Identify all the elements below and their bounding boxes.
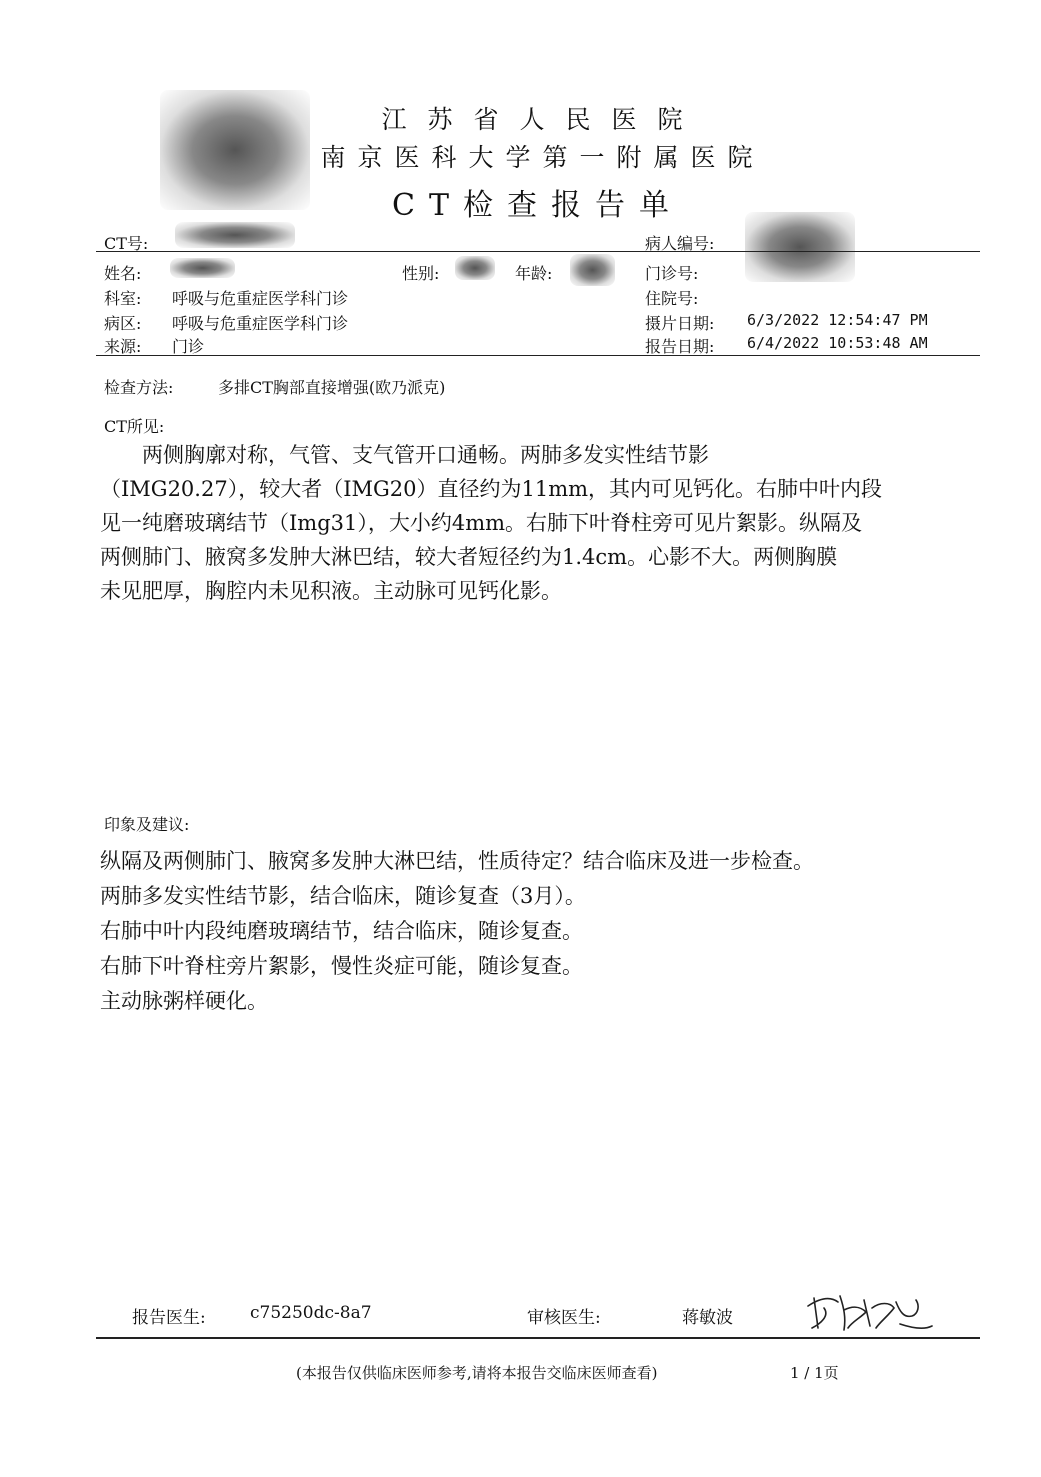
findings-line: 两侧胸廓对称，气管、支气管开口通畅。两肺多发实性结节影 <box>100 443 709 467</box>
findings-label: CT所见: <box>104 417 165 436</box>
source-label: 来源: <box>104 337 142 356</box>
sex-label: 性别: <box>402 264 440 283</box>
reviewing-doctor-label: 审核医生: <box>527 1308 601 1328</box>
age-label: 年龄: <box>515 264 553 283</box>
exam-method-label: 检查方法: <box>104 378 174 397</box>
impression-line: 两肺多发实性结节影，结合临床，随诊复查（3月）。 <box>100 884 586 908</box>
scan-date-value: 6/3/2022 12:54:47 PM <box>747 311 928 329</box>
report-date-value: 6/4/2022 10:53:48 AM <box>747 334 928 352</box>
disclaimer: (本报告仅供临床医师参考,请将本报告交临床医师查看) <box>296 1364 658 1382</box>
impression-text <box>100 844 970 1019</box>
page-number: 1 / 1页 <box>790 1364 839 1382</box>
redaction-ct-no <box>175 222 295 248</box>
redaction-age <box>570 254 615 286</box>
reporting-doctor-label: 报告医生: <box>132 1308 206 1328</box>
findings-line: 未见肥厚，胸腔内未见积液。主动脉可见钙化影。 <box>100 579 562 603</box>
findings-line: （IMG20.27），较大者（IMG20）直径约为11mm，其内可见钙化。右肺中叶内段 <box>100 477 883 501</box>
findings-text <box>100 438 970 608</box>
ward-value: 呼吸与危重症医学科门诊 <box>172 314 349 333</box>
redaction-name <box>170 258 235 278</box>
source-value: 门诊 <box>172 337 205 356</box>
impression-line: 纵隔及两侧肺门、腋窝多发肿大淋巴结，性质待定？结合临床及进一步检查。 <box>100 849 814 873</box>
report-title: CT检查报告单 <box>392 188 683 223</box>
ct-no-label: CT号: <box>104 234 149 253</box>
impression-line: 右肺下叶脊柱旁片絮影，慢性炎症可能，随诊复查。 <box>100 954 583 978</box>
impression-label: 印象及建议: <box>104 815 190 834</box>
reviewing-doctor-value: 蒋敏波 <box>682 1308 733 1328</box>
name-label: 姓名: <box>104 264 142 283</box>
redaction-sex <box>455 256 495 280</box>
reporting-doctor-value: c75250dc-8a7 <box>250 1303 372 1323</box>
outpatient-no-label: 门诊号: <box>645 264 699 283</box>
ward-label: 病区: <box>104 314 142 333</box>
findings-line: 两侧肺门、腋窝多发肿大淋巴结，较大者短径约为1.4cm。心影不大。两侧胸膜 <box>100 545 838 569</box>
signature-image <box>800 1288 940 1340</box>
impression-line: 右肺中叶内段纯磨玻璃结节，结合临床，随诊复查。 <box>100 919 583 943</box>
meta-divider <box>96 355 980 356</box>
hospital-affiliation: 南京医科大学第一附属医院 <box>320 143 765 172</box>
inpatient-no-label: 住院号: <box>645 289 699 308</box>
department-value: 呼吸与危重症医学科门诊 <box>172 289 349 308</box>
exam-method-value: 多排CT胸部直接增强(欧乃派克) <box>218 378 446 397</box>
impression-line: 主动脉粥样硬化。 <box>100 989 268 1013</box>
hospital-name: 江苏省人民医院 <box>381 105 704 134</box>
scan-date-label: 摄片日期: <box>645 314 715 333</box>
footer-divider <box>96 1337 980 1339</box>
header-divider <box>96 251 980 252</box>
patient-id-label: 病人编号: <box>645 234 715 253</box>
department-label: 科室: <box>104 289 142 308</box>
findings-line: 见一纯磨玻璃结节（Img31），大小约4mm。右肺下叶脊柱旁可见片絮影。纵隔及 <box>100 511 863 535</box>
report-date-label: 报告日期: <box>645 337 715 356</box>
